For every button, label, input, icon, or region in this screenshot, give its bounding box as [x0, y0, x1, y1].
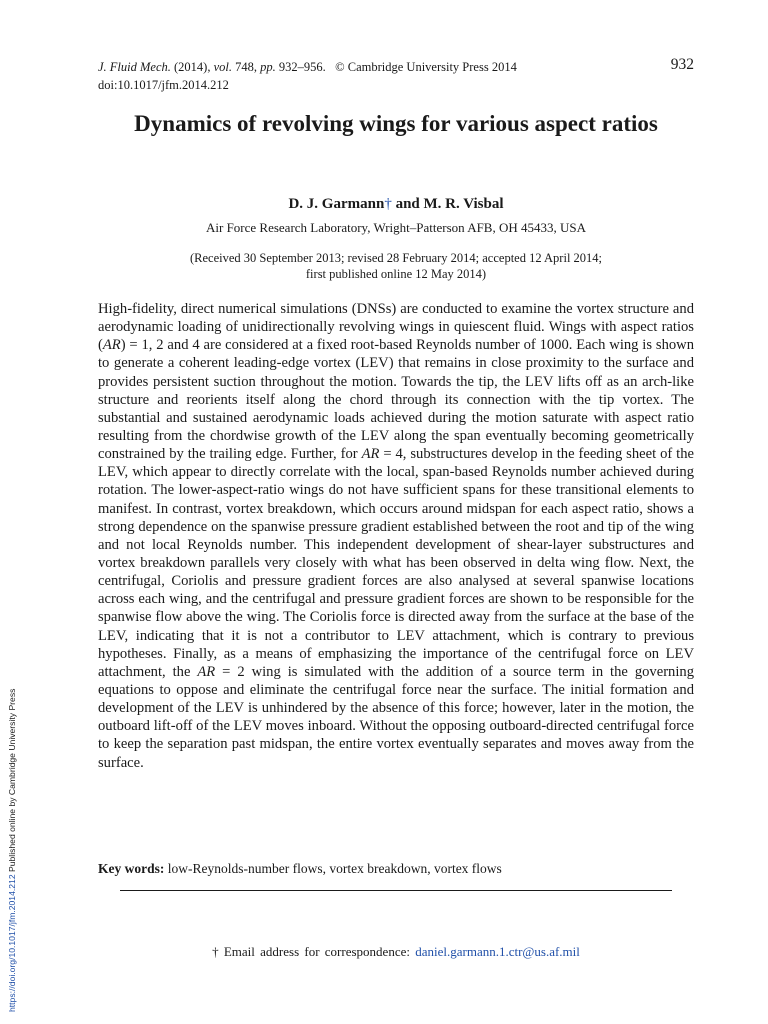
journal-name: J. Fluid Mech. — [98, 60, 171, 74]
footnote-divider — [120, 890, 672, 891]
page-number: 932 — [670, 56, 694, 73]
copyright: © Cambridge University Press 2014 — [335, 60, 517, 74]
publisher-sidebar: https://doi.org/10.1017/jfm.2014.212 Published online by Cambridge University Press — [7, 688, 17, 1012]
correspondence-footnote: † Email address for correspondence: daniel.garmann.1.ctr@us.af.mil — [212, 944, 580, 959]
keywords-text: low-Reynolds-number flows, vortex breakdown, vortex flows — [164, 861, 502, 876]
keywords — [98, 861, 694, 877]
email-link[interactable]: daniel.garmann.1.ctr@us.af.mil — [415, 944, 580, 959]
doi-link[interactable]: https://doi.org/10.1017/jfm.2014.212 — [7, 874, 17, 1012]
footnote-marker-link[interactable]: † — [384, 196, 392, 212]
author-list — [98, 196, 694, 213]
keywords-label: Key words: — [98, 861, 165, 876]
affiliation: Air Force Research Laboratory, Wright–Patterson AFB, OH 45433, USA — [205, 220, 587, 235]
author-name: D. J. Garmann — [288, 196, 385, 212]
citation-line: J. Fluid Mech. (2014), vol. 748, pp. 932–956. © Cambridge University Press 2014 — [98, 60, 517, 74]
abstract: High-fidelity, direct numerical simulations (DNSs) are conducted to examine the vortex structure and aerodynamic loading of unidirectionally revolving wings in quiescent fluid. Wings with aspect ratios (AR) = 1, 2 and 4 are considered at a fixed root-based Reynolds number of 1000. Each wing is shown to generate a coherent leading-edge vortex (LEV) that remains in close proximity to the surface and provides persistent suction throughout the motion. Towards the tip, the LEV lifts off as an arch-like structure and reorients itself along the chord through its connection with the tip vortex. The substantial and sustained aerodynamic loads achieved during the motion saturate with aspect ratio resulting from the chordwise growth of the LEV along the span eventually becoming geometrically constrained by the trailing edge. Further, for AR = 4, substructures develop in the feeding sheet of the LEV, which appear to directly correlate with the local, span-based Reynolds number achieved during rotation. The lower-aspect-ratio wings do not have sufficient spans for these transitional elements to manifest. In contrast, vortex breakdown, which occurs around midspan for each aspect ratio, shows a strong dependence on the spanwise pressure gradient established between the root and tip of the wing and not local Reynolds number. This independent development of shear-layer substructures and vortex breakdown parallels very closely with what has been observed in delta wing flow. Next, the centrifugal, Coriolis and pressure gradient forces are also analysed at several spanwise locations across each wing, and the centrifugal and pressure gradient forces are shown to be responsible for the spanwise flow above the wing. The Coriolis force is directed away from the surface at the base of the LEV, indicating that it is not a contributor to LEV attachment, which is contrary to previous hypotheses. Finally, as a means of emphasizing the importance of the centrifugal force on LEV attachment, the AR = 2 wing is simulated with the addition of a source term in the governing equations to oppose and eliminate the centrifugal force near the surface. The initial formation and development of the LEV is unhindered by the absence of this force; however, later in the motion, the outboard lift-off of the LEV moves inboard. Without the opposing outboard-directed centrifugal force to keep the separation past midspan, the entire vortex eventually separates and moves away from the surface. — [98, 301, 694, 771]
paper-title: Dynamics of revolving wings for various aspect ratios — [134, 111, 658, 136]
author-name: and M. R. Visbal — [391, 196, 504, 212]
received-dates: (Received 30 September 2013; revised 28 February 2014; accepted 12 April 2014; first published online 12 May 2014) — [189, 251, 603, 281]
running-header — [98, 58, 694, 94]
doi-line: doi:10.1017/jfm.2014.212 — [98, 78, 229, 92]
